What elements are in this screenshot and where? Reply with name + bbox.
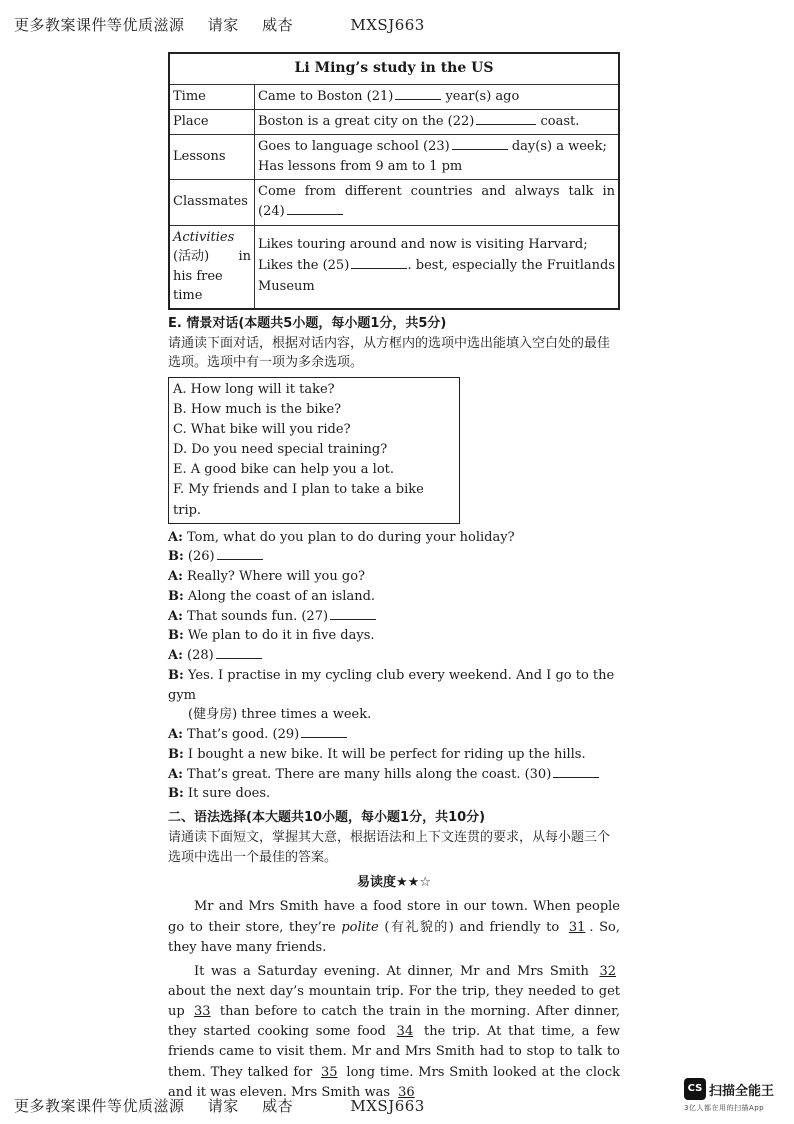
- header-text-3: 威杏: [262, 16, 294, 34]
- question-number-33[interactable]: 33: [194, 1004, 211, 1020]
- passage-text: long time. Mrs Smith looked at the clock and it was eleven. Mrs Smith was: [168, 1064, 620, 1100]
- dialog-text: I bought a new bike. It will be perfect for riding up the hills.: [183, 746, 586, 762]
- answer-blank-22[interactable]: [476, 112, 536, 125]
- dialog-text: We plan to do it in five days.: [183, 628, 375, 644]
- passage-text: the trip. At that time, a few friends came to visit them. Mr and Mrs Smith had to stop to talk to them. They talked for: [168, 1024, 620, 1080]
- label-line: his free time: [173, 268, 223, 304]
- worksheet-content: [168, 52, 620, 1107]
- dialog-line: [168, 725, 620, 745]
- speaker: B:: [168, 588, 184, 604]
- speaker: B:: [168, 628, 184, 644]
- passage-paragraph: [168, 962, 620, 1103]
- passage-text: Mr and Mrs Smith have a food store in our town. When people go to their store, they’re: [168, 899, 620, 935]
- option-item: B. How much is the bike?: [173, 401, 342, 417]
- table-title: Li Ming’s study in the US: [169, 53, 619, 84]
- passage-text: It was a Saturday evening. At dinner, Mr and Mrs Smith: [194, 963, 596, 979]
- dialog-line: [168, 666, 620, 706]
- answer-blank-26[interactable]: [217, 547, 263, 560]
- speaker: A:: [168, 608, 183, 624]
- answer-blank-28[interactable]: [216, 646, 262, 659]
- scanner-logo-icon: CS: [684, 1078, 706, 1100]
- speaker: A:: [168, 766, 183, 782]
- answer-blank-23[interactable]: [452, 137, 508, 150]
- row-text: Come from different countries and always talk in: [258, 184, 615, 200]
- dialog-line: [168, 528, 620, 548]
- row-label: Classmates: [169, 180, 255, 225]
- row-content: [255, 225, 620, 309]
- answer-blank-29[interactable]: [301, 725, 347, 738]
- row-label: [169, 225, 255, 309]
- row-text: Likes the (25): [258, 258, 350, 274]
- option-item: C. What bike will you ride?: [173, 421, 351, 437]
- dialog-text: Yes. I practise in my cycling club every weekend. And I go to the gym: [168, 667, 615, 703]
- section-e-instruction: 请通读下面对话，根据对话内容，从方框内的选项中选出能填入空白处的最佳选项。选项中有一项为多余选项。: [168, 335, 611, 371]
- dialog-text: Tom, what do you plan to do during your holiday?: [182, 529, 515, 545]
- section-2-instruction: 请通读下面短文，掌握其大意，根据语法和上下文连贯的要求，从每小题三个选项中选出一个最佳的答案。: [168, 830, 611, 865]
- dialog-line: [168, 784, 620, 804]
- dialog-text: (28): [182, 648, 214, 664]
- row-label: Time: [169, 84, 255, 109]
- header-code: MXSJ663: [350, 16, 425, 34]
- row-text: Came to Boston (21): [258, 88, 394, 104]
- footer-code: MXSJ663: [350, 1097, 425, 1115]
- dialog-line: [168, 607, 620, 627]
- label-line: Activities: [173, 229, 235, 245]
- row-label: Lessons: [169, 134, 255, 179]
- option-item: D. Do you need special training?: [173, 442, 388, 458]
- dialog-line: [168, 765, 620, 785]
- dialog-text: Along the coast of an island.: [183, 588, 376, 604]
- passage-text: than before to catch the train in the morning. After dinner, they started cooking some food: [168, 1004, 620, 1040]
- dialog-text: It sure does.: [183, 786, 271, 802]
- scanner-watermark: [684, 1078, 784, 1113]
- header-text-1: 更多教案课件等优质滋源: [14, 16, 185, 34]
- section-2-heading: 二、语法选择(本大题共10小题，每小题1分，共10分): [168, 810, 486, 826]
- row-text: (24): [258, 204, 285, 220]
- page-footer: [14, 1095, 443, 1116]
- dialog-text: That sounds fun. (27): [182, 608, 329, 624]
- option-item: E. A good bike can help you a lot.: [173, 462, 394, 478]
- question-number-34[interactable]: 34: [396, 1024, 414, 1040]
- footer-text-3: 威杏: [262, 1097, 294, 1115]
- dialog-line: [168, 547, 620, 567]
- dialog-text: That’s great. There are many hills along the coast. (30): [182, 766, 552, 782]
- row-label: Place: [169, 109, 255, 134]
- dialog-line: [168, 745, 620, 765]
- answer-blank-24[interactable]: [287, 202, 343, 215]
- table-row: [169, 84, 619, 109]
- table-title-row: [169, 53, 619, 84]
- dialog-line: [168, 626, 620, 646]
- row-content: [255, 84, 620, 109]
- speaker: A:: [168, 529, 183, 545]
- dialog-line: [168, 587, 620, 607]
- header-text-2: 请家: [207, 16, 239, 34]
- row-text: Likes touring around and now is visiting Harvard;: [258, 237, 588, 253]
- speaker: B:: [168, 746, 184, 762]
- table-row: [169, 134, 619, 179]
- dialog: [168, 528, 620, 805]
- table-row: [169, 225, 619, 309]
- section-e-heading: E. 情景对话(本题共5小题，每小题1分，共5分): [168, 315, 447, 331]
- page-header: [14, 14, 443, 35]
- study-table: [168, 52, 620, 310]
- dialog-line: [168, 646, 620, 666]
- speaker: B:: [168, 786, 184, 802]
- passage: [168, 897, 620, 1102]
- passage-text: . So, they have many friends.: [168, 919, 620, 955]
- row-text: Museum: [258, 278, 315, 294]
- question-number-32[interactable]: 32: [599, 963, 616, 979]
- speaker: A:: [168, 727, 183, 743]
- table-row: [169, 109, 619, 134]
- row-text: coast.: [536, 113, 580, 129]
- row-text: Boston is a great city on the (22): [258, 113, 475, 129]
- answer-blank-27[interactable]: [330, 607, 376, 620]
- dialog-line: [168, 567, 620, 587]
- options-box: [168, 377, 460, 524]
- row-content: [255, 180, 620, 225]
- passage-text: about the next day’s mountain trip. For the trip, they needed to get up: [168, 984, 620, 1020]
- question-number-31[interactable]: 31: [568, 919, 586, 935]
- question-number-36[interactable]: 36: [398, 1084, 415, 1100]
- dialog-text: (26): [183, 549, 215, 565]
- passage-paragraph: [168, 897, 620, 957]
- difficulty-rating: 易读度★★☆: [357, 875, 431, 891]
- row-text: . best, especially the Fruitlands: [407, 258, 615, 274]
- row-content: [255, 134, 620, 179]
- passage-text: (有礼貌的) and friendly to: [378, 919, 565, 935]
- speaker: A:: [168, 569, 183, 585]
- answer-blank-25[interactable]: [351, 256, 407, 269]
- label-line: in: [238, 249, 251, 265]
- option-item: A. How long will it take?: [173, 381, 335, 397]
- row-text: year(s) ago: [441, 88, 520, 104]
- answer-blank-30[interactable]: [553, 765, 599, 778]
- scanner-tagline: 3亿人都在用的扫描App: [684, 1104, 765, 1112]
- footer-text-2: 请家: [207, 1097, 239, 1115]
- dialog-text: (健身房) three times a week.: [188, 707, 372, 723]
- dialog-text: Really? Where will you go?: [182, 569, 366, 585]
- dialog-text: That’s good. (29): [182, 727, 300, 743]
- question-number-35[interactable]: 35: [321, 1064, 338, 1080]
- speaker: A:: [168, 648, 183, 664]
- passage-italic: polite: [341, 919, 379, 935]
- table-row: [169, 180, 619, 225]
- row-content: [255, 109, 620, 134]
- speaker: B:: [168, 549, 184, 565]
- answer-blank-21[interactable]: [395, 87, 441, 100]
- label-line: (活动): [173, 249, 210, 265]
- row-text: day(s) a week;: [507, 138, 607, 154]
- speaker: B:: [168, 667, 184, 683]
- option-item: F. My friends and I plan to take a bike trip.: [173, 482, 424, 518]
- dialog-line: [168, 705, 620, 725]
- row-text: Goes to language school (23): [258, 138, 450, 154]
- scanner-name: 扫描全能王: [709, 1083, 775, 1099]
- row-text: Has lessons from 9 am to 1 pm: [258, 159, 463, 175]
- footer-text-1: 更多教案课件等优质滋源: [14, 1097, 185, 1115]
